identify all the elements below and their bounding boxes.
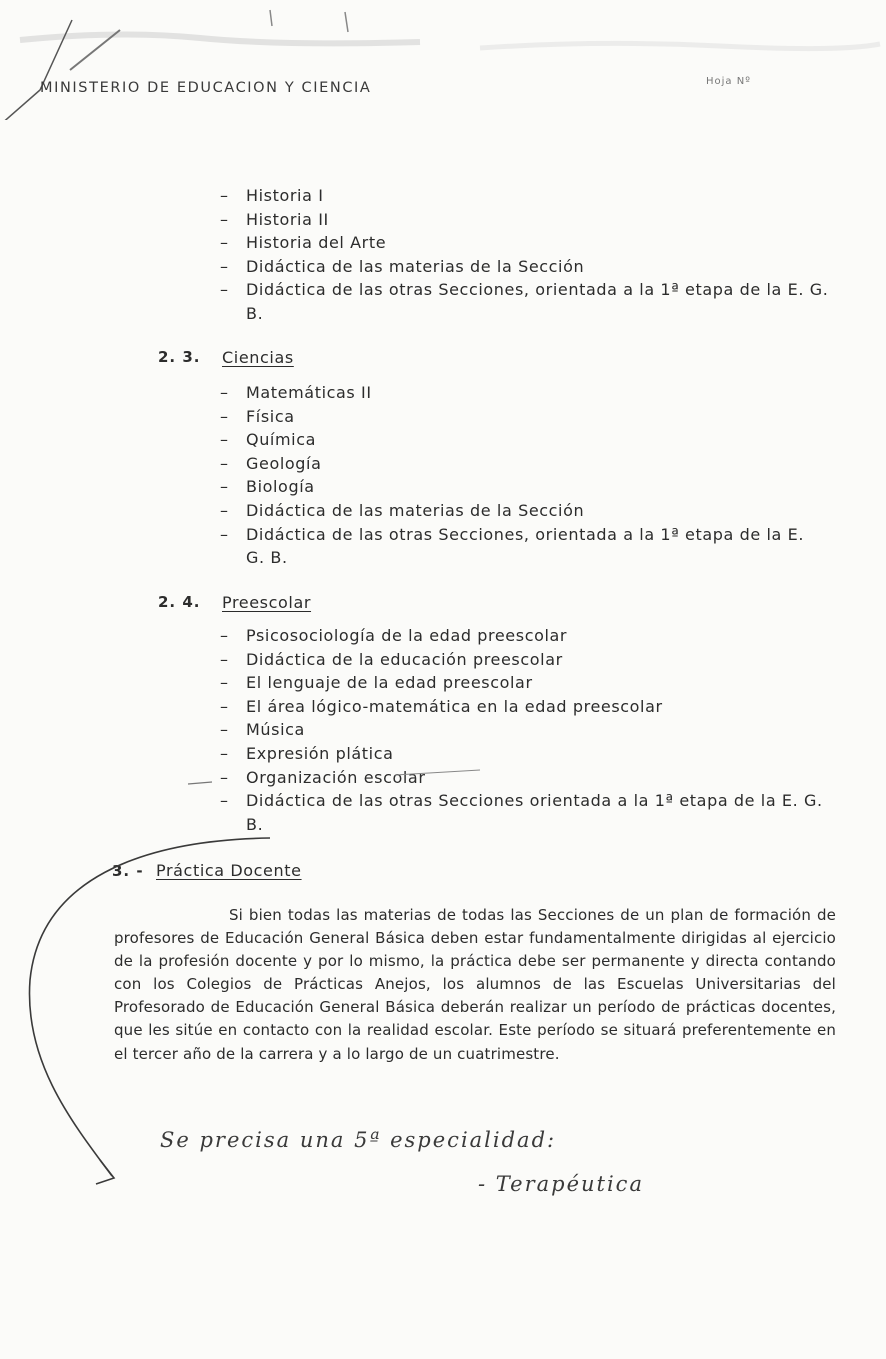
list-item	[220, 648, 840, 672]
list-item	[220, 184, 840, 208]
list-item	[220, 718, 840, 742]
list-item	[220, 255, 840, 279]
dash-bullet: –	[220, 186, 229, 205]
dash-bullet: –	[220, 791, 229, 811]
list-item-text: Biología	[246, 477, 315, 497]
list-item-text: El área lógico-matemática en la edad preescolar	[246, 696, 663, 716]
dash-bullet: –	[220, 406, 229, 426]
list-item	[220, 523, 820, 570]
section-number-3: 3. -	[112, 862, 144, 880]
dash-bullet: –	[220, 767, 229, 787]
ministry-header: MINISTERIO DE EDUCACION Y CIENCIA	[40, 80, 372, 96]
list-item	[220, 278, 840, 325]
list-item	[220, 695, 840, 719]
ciencias-subject-list	[220, 381, 820, 570]
dash-bullet: –	[220, 280, 229, 300]
list-item-text: Historia I	[246, 186, 324, 205]
list-item-text: Didáctica de las otras Secciones orientada a la 1ª etapa de la E. G. B.	[246, 791, 823, 834]
section-title-practica-docente: Práctica Docente	[156, 861, 302, 880]
list-item	[220, 499, 820, 523]
preescolar-subject-list	[220, 624, 840, 836]
dash-bullet: –	[220, 209, 229, 229]
dash-bullet: –	[220, 720, 229, 740]
section-number-2-4: 2. 4.	[158, 593, 201, 611]
list-item	[220, 671, 840, 695]
top-scribble-marks	[0, 0, 886, 120]
list-item	[220, 428, 820, 452]
page-number-label: Hoja Nº	[706, 76, 751, 87]
practica-docente-paragraph: Si bien todas las materias de todas las Secciones de un plan de formación de profesores de Educación General Básica deben estar fundamentalmente dirigidas al ejercicio de la profesión docente y por lo mismo, la práctica debe ser permanente y directa contando con los Colegios de Prácticas Anejos, los alumnos de las Escuelas Universitarias del Profesorado de Educación General Básica deberán realizar un período de prácticas docentes, que les sitúe en contacto con la realidad escolar. Este período se situará preferentemente en el tercer año de la carrera y a lo largo de un cuatrimestre.	[114, 906, 836, 1063]
list-item-text: Música	[246, 720, 305, 740]
list-item-text: Química	[246, 430, 317, 450]
list-item-text: Didáctica de las otras Secciones, orientada a la 1ª etapa de la E. G. B.	[246, 280, 829, 323]
section-number-2-3: 2. 3.	[158, 348, 201, 366]
list-item-text: Historia II	[246, 209, 329, 229]
list-item	[220, 231, 840, 255]
list-item-text: Psicosociología de la edad preescolar	[246, 626, 568, 645]
list-item	[220, 742, 840, 766]
list-item-text: El lenguaje de la edad preescolar	[246, 673, 533, 693]
list-item-text: Expresión plática	[246, 743, 394, 763]
list-item	[220, 452, 820, 476]
dash-bullet: –	[220, 256, 229, 276]
list-item-text: Matemáticas II	[246, 383, 372, 402]
list-item	[220, 405, 820, 429]
dash-bullet: –	[220, 524, 229, 544]
list-item	[220, 208, 840, 232]
list-item-text: Geología	[246, 453, 322, 473]
list-item-text: Organización escolar	[246, 767, 426, 787]
dash-bullet: –	[220, 453, 229, 473]
dash-bullet: –	[220, 477, 229, 497]
list-item-text: Didáctica de las otras Secciones, orientada a la 1ª etapa de la E. G. B.	[246, 524, 805, 568]
list-item	[220, 381, 820, 405]
dash-bullet: –	[220, 649, 229, 669]
list-item	[220, 624, 840, 648]
section-title-ciencias: Ciencias	[222, 348, 294, 367]
handwritten-note-line-2: - Terapéutica	[478, 1172, 644, 1196]
list-item	[220, 766, 840, 790]
dash-bullet: –	[220, 430, 229, 450]
dash-bullet: –	[220, 500, 229, 520]
section-title-preescolar: Preescolar	[222, 593, 312, 612]
dash-bullet: –	[220, 626, 229, 645]
list-item	[220, 475, 820, 499]
dash-bullet: –	[220, 233, 229, 253]
list-item	[220, 789, 840, 836]
dash-bullet: –	[220, 673, 229, 693]
history-subject-list	[220, 184, 840, 326]
list-item-text: Didáctica de la educación preescolar	[246, 649, 563, 669]
dash-bullet: –	[220, 383, 229, 402]
handwritten-note-line-1: Se precisa una 5ª especialidad:	[160, 1128, 557, 1152]
list-item-text: Historia del Arte	[246, 233, 387, 253]
list-item-text: Física	[246, 406, 295, 426]
dash-bullet: –	[220, 696, 229, 716]
list-item-text: Didáctica de las materias de la Sección	[246, 500, 585, 520]
list-item-text: Didáctica de las materias de la Sección	[246, 256, 585, 276]
dash-bullet: –	[220, 743, 229, 763]
